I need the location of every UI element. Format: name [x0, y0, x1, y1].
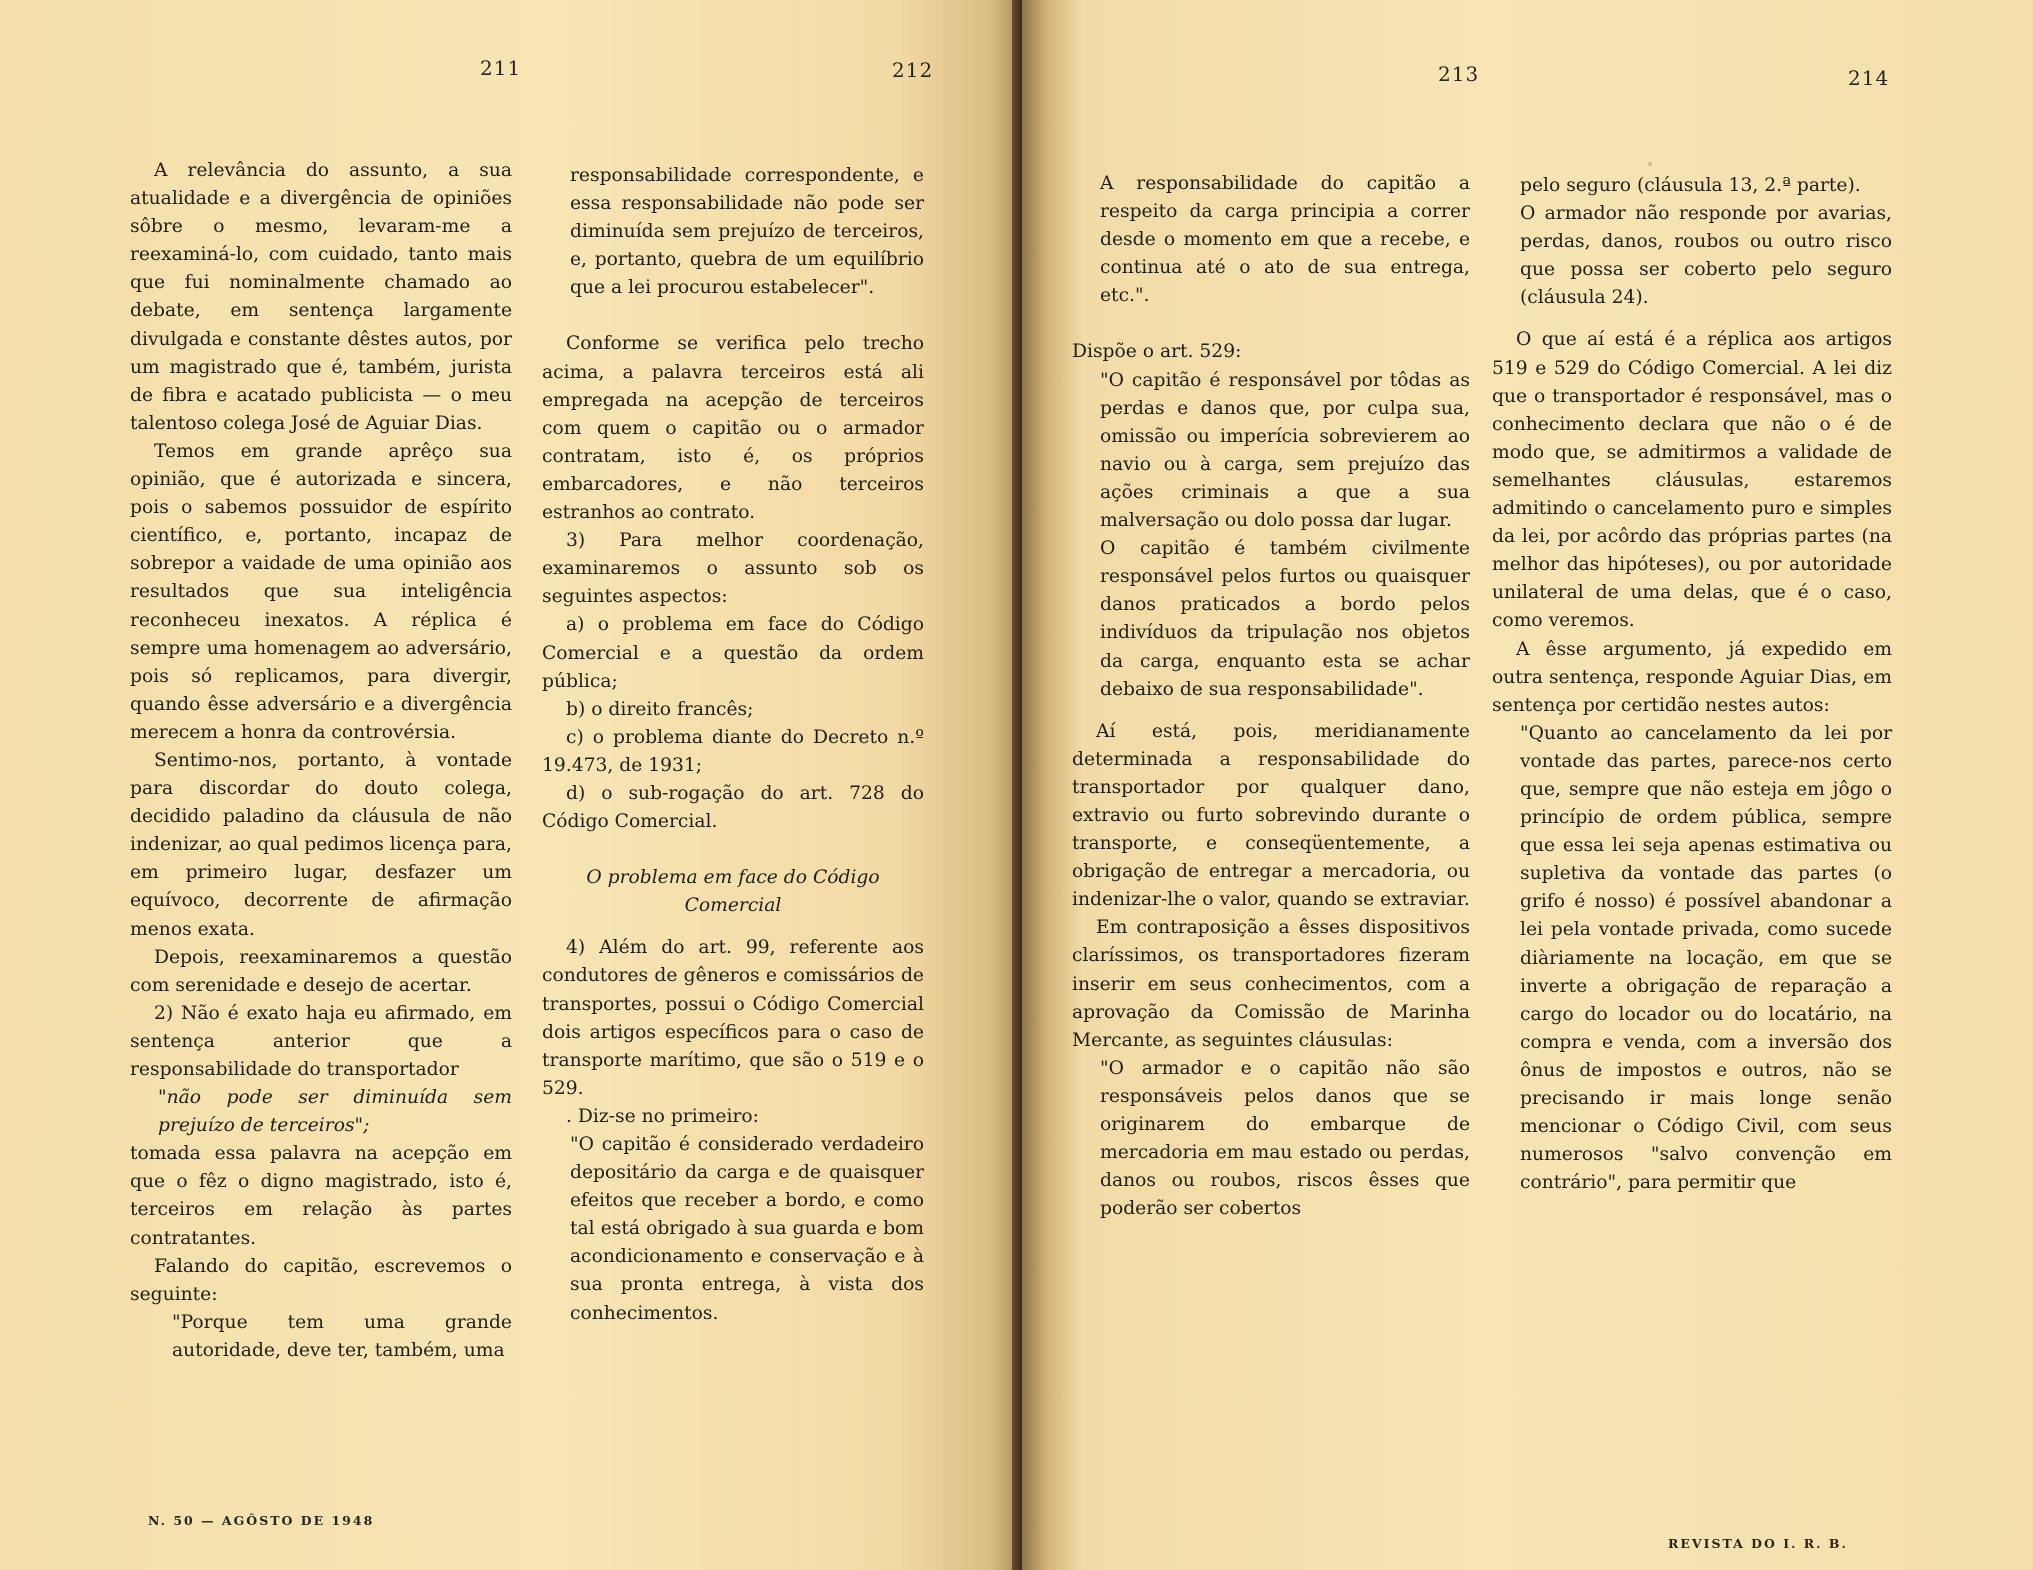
column-2 [542, 162, 924, 1328]
paragraph: Falando do capitão, escrevemos o seguinte: [130, 1255, 512, 1305]
paragraph: 2) Não é exato haja eu afirmado, em sentença anterior que a responsabilidade do transportador [130, 1002, 512, 1080]
quote: "não pode ser diminuída sem prejuízo de terceiros"; [158, 1087, 512, 1137]
list-item: d) o sub-rogação do art. 728 do Código Comercial. [542, 782, 924, 833]
footer-journal: REVISTA DO I. R. B. [1668, 1536, 1848, 1551]
paragraph: A êsse argumento, já expedido em outra sentença, responde Aguiar Dias, em sentença por certidão nestes autos: [1492, 638, 1892, 716]
paragraph: Sentimo-nos, portanto, à vontade para discordar do douto colega, decidido paladino da cláusula de não indenizar, ao qual pedimos licença para, em primeiro lugar, desfazer um equívoco, decorrente de afirmação menos exata. [130, 749, 512, 940]
quote: "O capitão é responsável por tôdas as perdas e danos que, por culpa sua, omissão ou imperícia sobrevierem ao navio ou à carga, sem prejuízo das ações criminais a que a sua malversação ou dolo possa dar lugar. [1100, 369, 1470, 532]
quote: "Quanto ao cancelamento da lei por vontade das partes, parece-nos certo que, sempre que não esteja em jôgo o princípio de ordem pública, sempre que essa lei seja apenas estimativa ou supletiva da vontade das partes (o grifo é nosso) é possível abandonar a lei pela vontade privada, como sucede diàriamente na locação, em que se inverte a obrigação de reparação a cargo do locador ou do locatário, na compra e venda, com a inversão dos ônus de impostos e outros, não se precisando ir mais longe senão mencionar o Código Civil, com seus numerosos "salvo convenção em contrário", para permitir que [1520, 722, 1892, 1194]
page-number-213: 213 [1438, 62, 1480, 86]
quote: "Porque tem uma grande autoridade, deve ter, também, uma [172, 1311, 512, 1361]
quote: "O capitão é considerado verdadeiro depositário da carga e de quaisquer efeitos que receber a bordo, e como tal está obrigado à sua guarda e bom acondicionamento e conservação e à sua pronta entrega, à vista dos conhecimentos. [570, 1134, 924, 1324]
page-number-214: 214 [1848, 66, 1890, 90]
paragraph: O que aí está é a réplica aos artigos 519 e 529 do Código Comercial. A lei diz que o transportador é responsável, mas o conhecimento declara que não o é de modo que, se admitirmos a validade de semelhantes cláusulas, estaremos admitindo o cancelamento puro e simples da lei, por acôrdo das próprias partes (na melhor das hipóteses), ou por autoridade unilateral de uma delas, que é o caso, como veremos. [1492, 329, 1892, 632]
column-4 [1492, 172, 1892, 1197]
list-item: b) o direito francês; [566, 698, 754, 720]
section-heading: O problema em face do Código Comercial [586, 867, 880, 917]
quote: A responsabilidade do capitão a respeito da carga principia a correr desde o momento em que a recebe, e continua até o ato de sua entrega, etc.". [1100, 173, 1470, 307]
quote: O capitão é também civilmente responsável pelos furtos ou quaisquer danos praticados a bordo pelos indivíduos da tripulação nos objetos da carga, enquanto esta se achar debaixo de sua responsabilidade". [1100, 538, 1470, 700]
column-3 [1072, 170, 1470, 1223]
paragraph: 4) Além do art. 99, referente aos condutores de gêneros e comissários de transportes, possui o Código Comercial dois artigos específicos para o caso de transporte marítimo, que são o 519 e o 529. [542, 937, 924, 1099]
column-1 [130, 157, 512, 1365]
paragraph: Temos em grande aprêço sua opinião, que é autorizada e sincera, pois o sabemos possuidor de espírito científico, e, portanto, incapaz de sobrepor a vaidade de uma opinião aos resultados que sua inteligência reconheceu inexatos. A réplica é sempre uma homenagem ao adversário, pois só replicamos, para divergir, quando êsse adversário e a divergência merecem a honra da controvérsia. [130, 440, 512, 743]
paragraph: Depois, reexaminaremos a questão com serenidade e desejo de acertar. [130, 946, 512, 996]
right-page [1022, 0, 2033, 1570]
list-item: c) o problema diante do Decreto n.º 19.473, de 1931; [542, 726, 924, 776]
page-number-212: 212 [892, 58, 934, 82]
paragraph: tomada essa palavra na acepção em que o fêz o digno magistrado, isto é, terceiros em relação às partes contratantes. [130, 1143, 512, 1249]
paragraph: Dispõe o art. 529: [1072, 341, 1242, 363]
paper-spot [1648, 162, 1652, 166]
paragraph: 3) Para melhor coordenação, examinaremos o assunto sob os seguintes aspectos: [542, 530, 924, 608]
quote: O armador não responde por avarias, perdas, danos, roubos ou outro risco que possa ser coberto pelo seguro (cláusula 24). [1520, 203, 1892, 309]
paragraph: Em contraposição a êsses dispositivos claríssimos, os transportadores fizeram inserir em seus conhecimentos, com a aprovação da Comissão de Marinha Mercante, as seguintes cláusulas: [1072, 917, 1470, 1051]
quote: "O armador e o capitão não são responsáveis pelos danos que se originarem do embarque de mercadoria em mau estado ou perdas, danos ou roubos, riscos êsses que poderão ser cobertos [1100, 1057, 1470, 1220]
paragraph: Aí está, pois, meridianamente determinada a responsabilidade do transportador por qualquer dano, extravio ou furto sobrevindo durante o transporte, e conseqüentemente, a obrigação de entregar a mercadoria, ou indenizar-lhe o valor, quando se extraviar. [1072, 720, 1470, 911]
quote: pelo seguro (cláusula 13, 2.ª parte). [1520, 175, 1861, 196]
footer-issue: N. 50 — AGÔSTO DE 1948 [148, 1513, 375, 1528]
paragraph: . Diz-se no primeiro: [566, 1105, 759, 1127]
quote: responsabilidade correspondente, e essa responsabilidade não pode ser diminuída sem prejuízo de terceiros, e, portanto, quebra de um equilíbrio que a lei procurou estabelecer". [570, 165, 924, 299]
paragraph: A relevância do assunto, a sua atualidade e a divergência de opiniões sôbre o mesmo, levaram-me a reexaminá-lo, com cuidado, tanto mais que fui nominalmente chamado ao debate, em sentença largamente divulgada e constante dêstes autos, por um magistrado que é, também, jurista de fibra e acatado publicista — o meu talentoso colega José de Aguiar Dias. [130, 160, 512, 434]
page-number-211: 211 [480, 56, 522, 80]
list-item: a) o problema em face do Código Comercial e a questão da ordem pública; [542, 614, 924, 692]
paragraph: Conforme se verifica pelo trecho acima, a palavra terceiros está ali empregada na acepção de terceiros com quem o capitão ou o armador contratam, isto é, os próprios embarcadores, e não terceiros estranhos ao contrato. [542, 333, 924, 524]
